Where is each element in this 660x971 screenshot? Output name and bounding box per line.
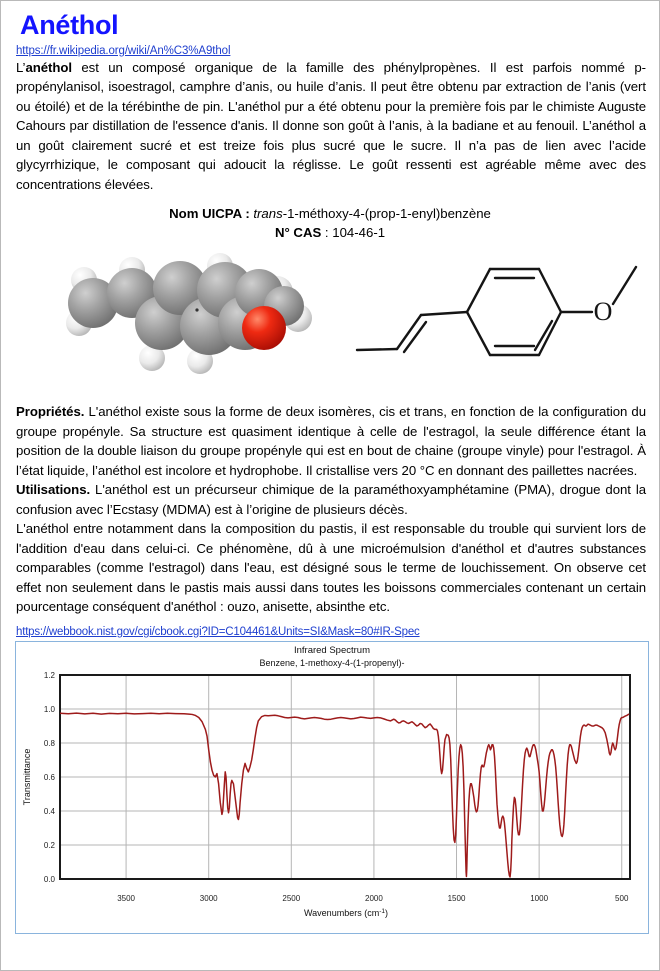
page-title: Anéthol: [20, 10, 119, 40]
y-tick-label: 0.6: [43, 772, 55, 782]
benzene-ring: [467, 269, 561, 355]
uses-paragraph-1: [16, 480, 646, 519]
uses-paragraph-2: L'anéthol entre notamment dans la composition du pastis, il est responsable du trouble qui survient lors de l'addition d'eau dans celui-ci. Ce phénomène, dû à une microémulsion d'anéthol et d'autres substances comparables (comme l'estragol) dans l'eau, est désigné sous le terme de louchissement. On observe cet effet non seulement dans le pastis mais aussi dans toutes les boissons commerciales contenant un certain pourcentage conséquent d'anéthol : ouzo, anisette, absinthe etc.: [16, 521, 646, 615]
x-tick-label: 1000: [530, 893, 549, 903]
chart-title: Infrared Spectrum: [293, 644, 371, 656]
oxygen-label: O: [593, 297, 613, 327]
y-tick-label: 0.8: [43, 738, 55, 748]
intro-rest-text: est un composé organique de la famille des phénylpropènes. Il est parfois nommé p-propénylanisol, isoestragol, camphre d’anis, ou huile d’anis. Il peut être obtenu par extraction de l’anis (vert ou étoilé) et de la térébinthe de pin. L'anéthol pur a été obtenu pour la première fois par le chimiste Auguste Cahours par distillation de l'essence d'anis. Il donne son goût à l’anis, à la badiane et au fenouil. L’anéthol a un goût clairement sucré et est treize fois plus sucré que le sucre. Il n’a pas de lien avec l’acide glycyrrhizique, le composant qui adoucit la réglisse. Le goût ressenti est agréable même avec des concentrations élevées.: [16, 59, 646, 192]
iupac-name-value: -1-méthoxy-4-(prop-1-enyl)benzène: [282, 206, 491, 222]
skeletal-formula-image: [349, 252, 649, 372]
y-axis-tick-labels: [44, 671, 56, 884]
x-tick-label: 3500: [117, 893, 135, 903]
intro-lead-text: L’anéthol: [16, 59, 72, 75]
uses-heading: Utilisations.: [16, 482, 91, 498]
iupac-stereo-prefix: trans: [253, 206, 283, 222]
structure-figures: [14, 248, 646, 394]
properties-block: [14, 402, 646, 480]
wikipedia-link[interactable]: https://fr.wikipedia.org/wiki/An%C3%A9thol: [16, 44, 231, 57]
x-tick-label: 500: [615, 893, 629, 903]
nist-webbook-link[interactable]: https://webbook.nist.gov/cgi/cbook.cgi?ID=C104461&Units=SI&Mask=80#IR-Spec: [16, 625, 420, 638]
y-tick-label: 1.0: [43, 704, 55, 714]
properties-text: L'anéthol existe sous la forme de deux isomères, cis et trans, en fonction de la configuration du groupe propényle. Sa structure est quasiment identique à celle de l'estragol, la seule différence étant la position de la double liaison du groupe propényle qui est en bout de chaine (groupe vinyle) pour l'estragol. À l’état liquide, l’anéthol est incolore et hydrophobe. Il cristallise vers 20 °C en donnant des paillettes nacrées.: [16, 404, 646, 478]
uses-text-1: L'anéthol est un précurseur chimique de la paraméthoxyamphétamine (PMA), drogue dont la confusion avec l’Ecstasy (MDMA) est à l’origine de plusieurs décès.: [16, 482, 646, 517]
y-tick-label: 0.2: [43, 840, 55, 850]
x-tick-label: 2000: [365, 893, 383, 903]
plot-gridlines: [60, 675, 630, 879]
uses-block: [14, 480, 646, 617]
cas-label: N° CAS: [274, 225, 322, 241]
x-tick-label: 2500: [282, 893, 301, 903]
y-tick-label: 1.2: [43, 670, 55, 680]
x-axis-label: Wavenumbers $(cm^{-1})$: [304, 907, 388, 918]
properties-heading: Propriétés.: [16, 404, 85, 420]
cas-number-line: [14, 223, 646, 242]
x-tick-label: 3000: [199, 893, 218, 903]
x-axis-tick-labels: [117, 894, 629, 903]
cas-value: : 104-46-1: [321, 225, 386, 241]
spectrum-curve: [60, 713, 629, 877]
intro-paragraph: [16, 58, 646, 195]
space-filling-model-image: [49, 248, 329, 388]
iupac-label: Nom UICPA :: [169, 206, 254, 222]
propenyl-chain: [357, 312, 467, 352]
spectrum-plot: [16, 669, 648, 927]
nomenclature-block: [14, 204, 646, 242]
y-tick-label: 0.0: [43, 874, 55, 884]
y-axis-label: Transmittance: [22, 748, 32, 806]
iupac-name-line: [14, 204, 646, 223]
y-tick-label: 0.4: [43, 806, 55, 816]
infrared-spectrum-chart: [15, 641, 649, 934]
chart-subtitle: Benzene, 1-methoxy-4-(1-propenyl)-: [259, 657, 405, 668]
oxygen-atom: [242, 306, 286, 350]
properties-paragraph: [16, 402, 646, 480]
x-tick-label: 1500: [447, 893, 466, 903]
